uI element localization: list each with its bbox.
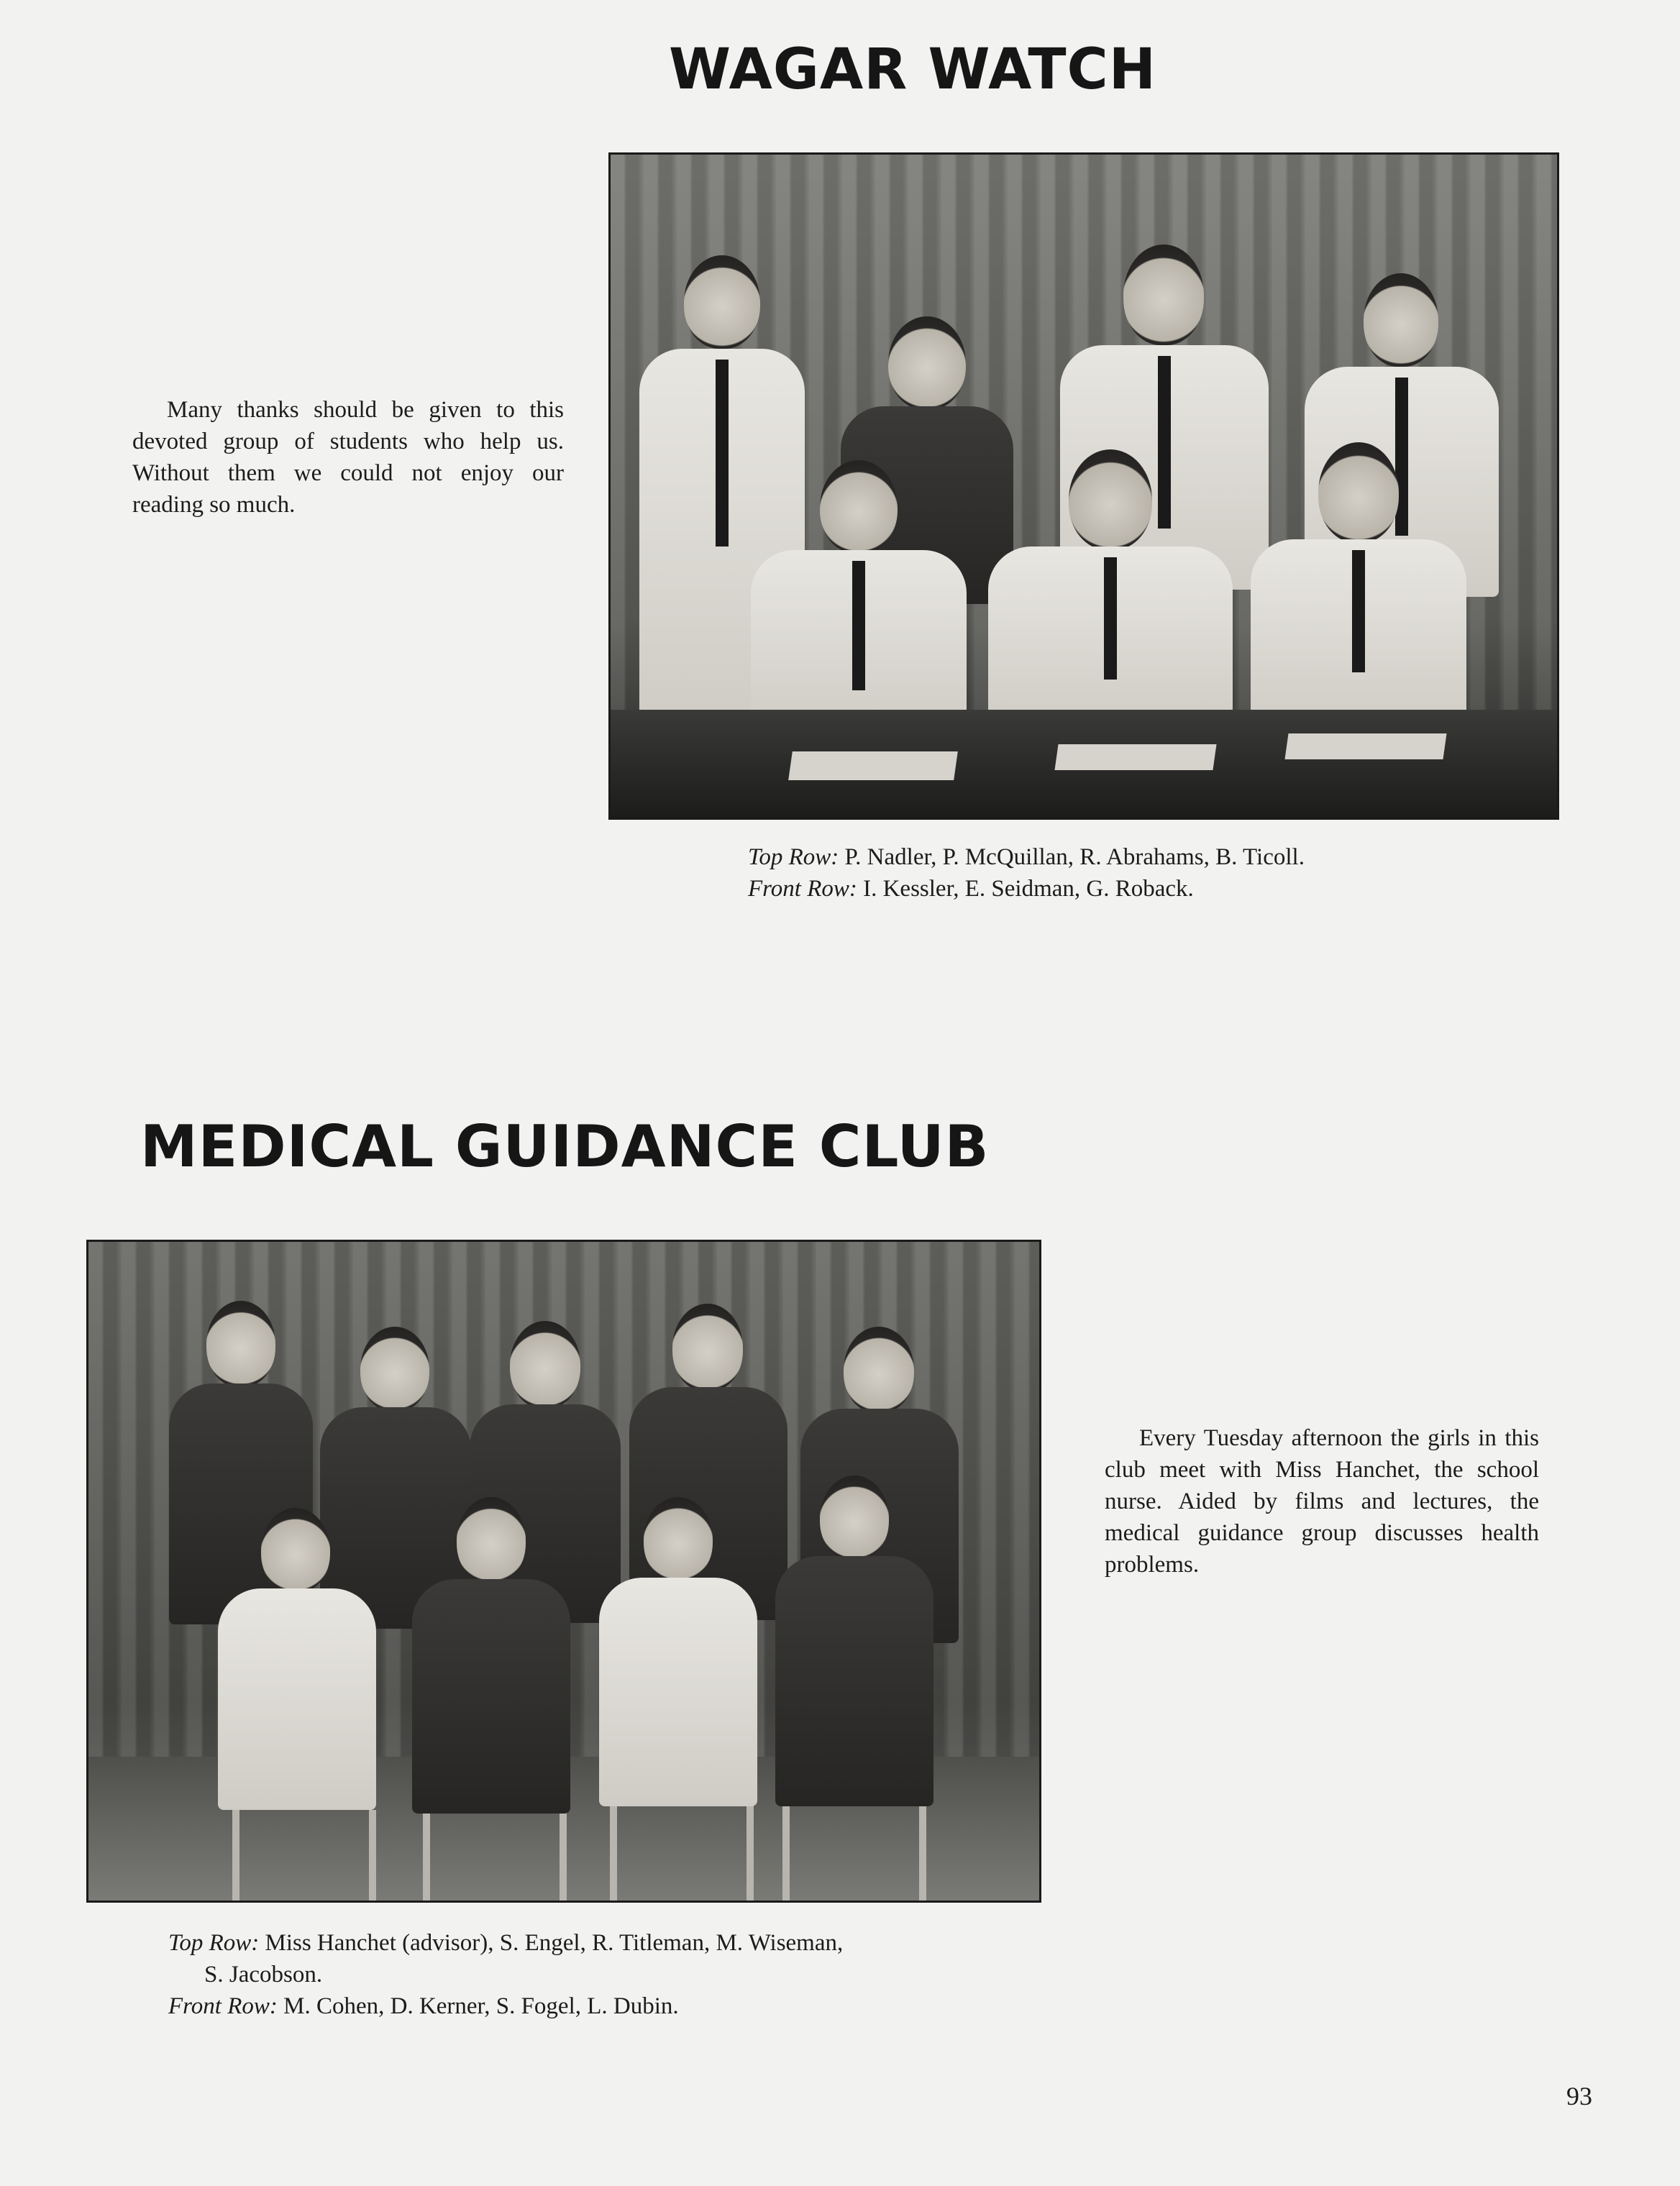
newspaper bbox=[1284, 733, 1446, 759]
caption-top-row-continued: S. Jacobson. bbox=[204, 1962, 323, 1988]
row-names: I. Kessler, E. Seidman, G. Roback. bbox=[863, 876, 1194, 902]
chair bbox=[610, 1803, 754, 1903]
chair bbox=[232, 1810, 376, 1903]
club-member-figure bbox=[412, 1497, 570, 1814]
newspaper bbox=[1054, 744, 1216, 770]
caption-top-row bbox=[748, 841, 1539, 873]
wagar-watch-photo bbox=[608, 152, 1559, 820]
row-names: Miss Hanchet (advisor), S. Engel, R. Titleman, M. Wiseman, bbox=[265, 1930, 844, 1956]
wagar-watch-title: WAGAR WATCH bbox=[669, 37, 1157, 102]
row-names: P. Nadler, P. McQuillan, R. Abrahams, B. Ticoll. bbox=[844, 844, 1305, 870]
student-figure bbox=[1251, 442, 1466, 730]
club-member-figure bbox=[599, 1497, 757, 1806]
medical-guidance-description: Every Tuesday afternoon the girls in this club meet with Miss Hanchet, the school nurse. Aided by films and lectures, the medical guidance group discusses health problems. bbox=[1105, 1425, 1539, 1578]
medical-guidance-title: MEDICAL GUIDANCE CLUB bbox=[140, 1113, 990, 1180]
chair bbox=[782, 1803, 926, 1903]
student-figure bbox=[988, 449, 1233, 730]
row-label: Front Row: bbox=[168, 1993, 278, 2019]
caption-front-row bbox=[168, 1990, 1074, 2022]
row-label: Top Row: bbox=[748, 844, 839, 870]
club-member-figure bbox=[218, 1508, 376, 1810]
wagar-watch-description: Many thanks should be given to this devoted group of students who help us. Without them we could not enjoy our reading so much. bbox=[132, 397, 564, 518]
page-number: 93 bbox=[1566, 2082, 1592, 2110]
caption-top-row bbox=[168, 1927, 1074, 1959]
wagar-watch-caption bbox=[748, 841, 1539, 905]
row-label: Top Row: bbox=[168, 1930, 260, 1956]
caption-front-row bbox=[748, 873, 1539, 905]
student-figure bbox=[751, 460, 967, 733]
chair bbox=[423, 1810, 567, 1903]
row-label: Front Row: bbox=[748, 876, 857, 902]
medical-guidance-photo bbox=[86, 1240, 1041, 1903]
row-names: M. Cohen, D. Kerner, S. Fogel, L. Dubin. bbox=[283, 1993, 679, 2019]
club-member-figure bbox=[775, 1476, 933, 1806]
medical-guidance-caption bbox=[168, 1927, 1074, 2022]
newspaper bbox=[788, 751, 958, 780]
